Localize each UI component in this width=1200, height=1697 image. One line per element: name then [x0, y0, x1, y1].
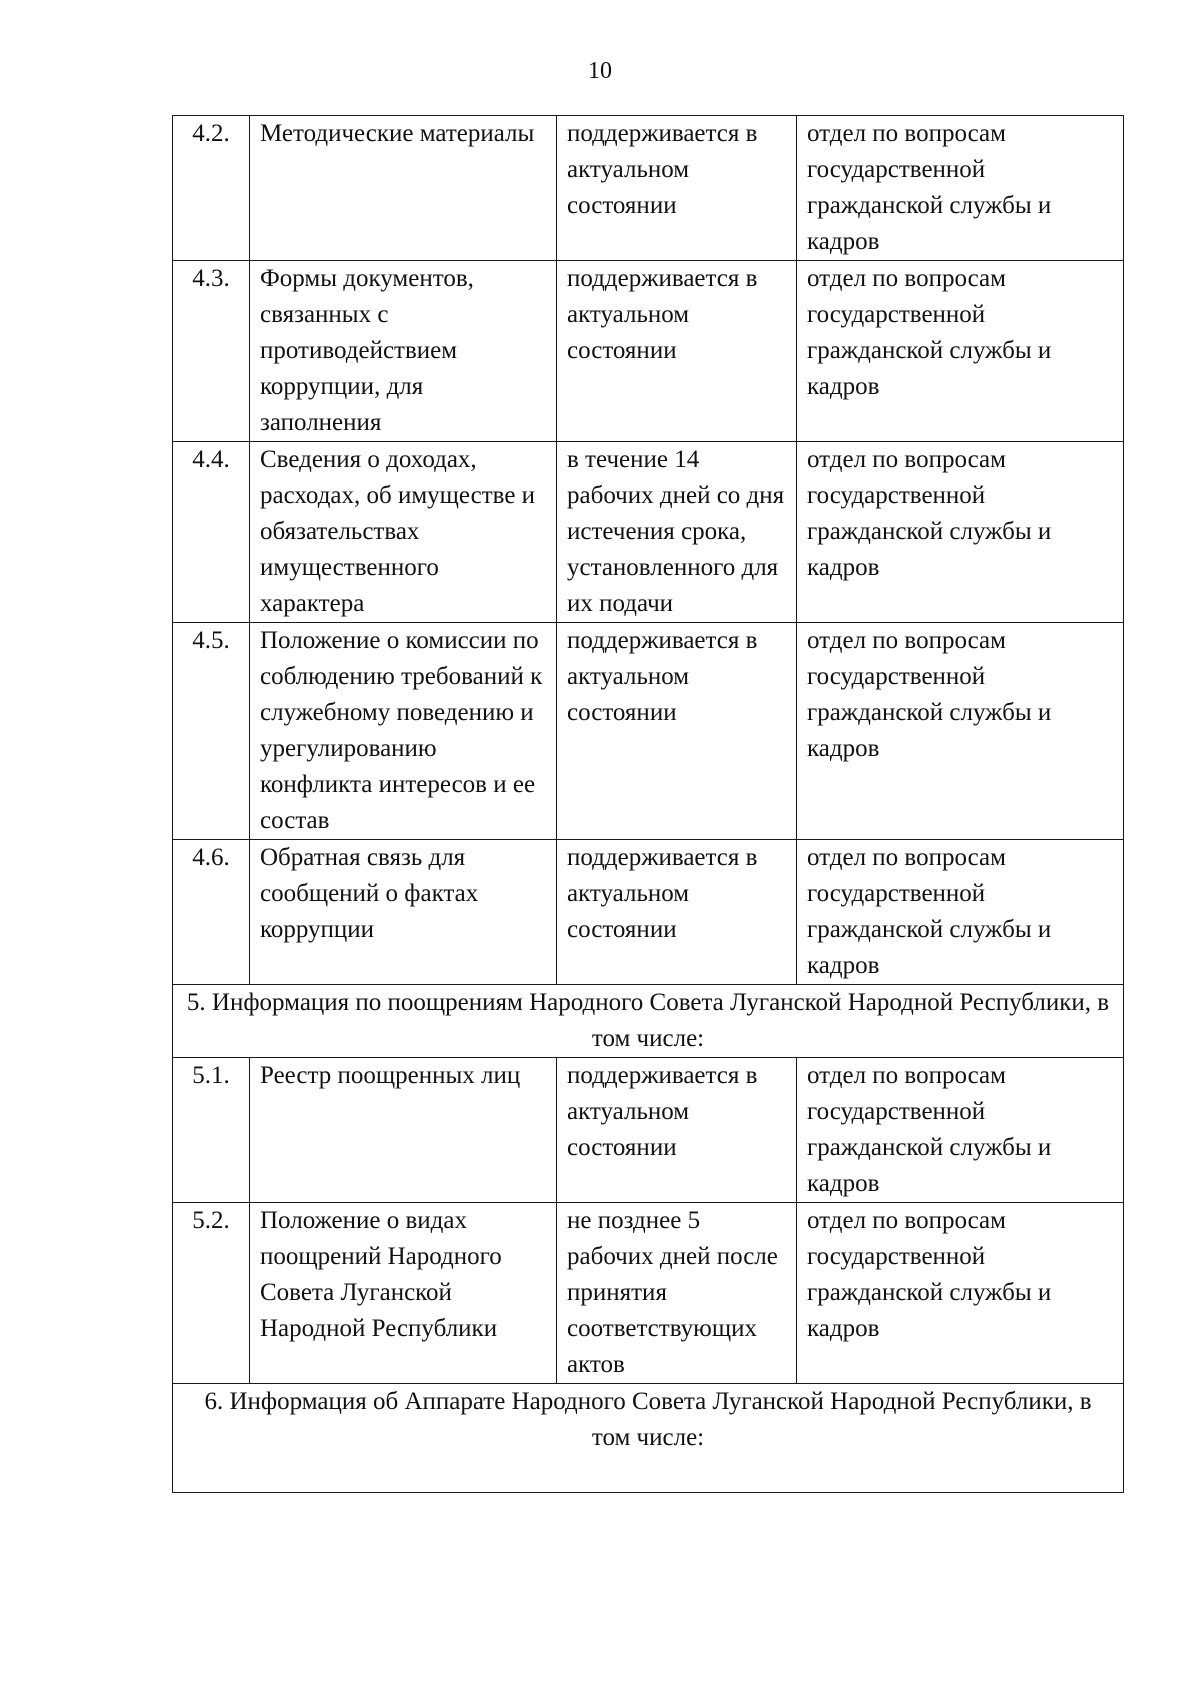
- row-number: 4.3.: [173, 261, 250, 442]
- row-period: поддерживается в актуальном состоянии: [557, 1058, 797, 1203]
- row-responsible: отдел по вопросам государственной гражданской службы и кадров: [797, 1203, 1124, 1384]
- row-name: Обратная связь для сообщений о фактах коррупции: [250, 840, 557, 985]
- row-name: Положение о комиссии по соблюдению требований к служебному поведению и урегулированию конфликта интересов и ее состав: [250, 623, 557, 840]
- row-name: Методические материалы: [250, 116, 557, 261]
- row-responsible: отдел по вопросам государственной гражданской службы и кадров: [797, 116, 1124, 261]
- row-period: в течение 14 рабочих дней со дня истечения срока, установленного для их подачи: [557, 442, 797, 623]
- row-number: 4.5.: [173, 623, 250, 840]
- table-row: [173, 1203, 1124, 1384]
- information-table: [172, 115, 1124, 1493]
- row-number: 4.6.: [173, 840, 250, 985]
- row-name: Положение о видах поощрений Народного Совета Луганской Народной Республики: [250, 1203, 557, 1384]
- row-responsible: отдел по вопросам государственной гражданской службы и кадров: [797, 1058, 1124, 1203]
- row-responsible: отдел по вопросам государственной гражданской службы и кадров: [797, 261, 1124, 442]
- table-row: [173, 116, 1124, 261]
- row-period: не позднее 5 рабочих дней после принятия соответствующих актов: [557, 1203, 797, 1384]
- section-header-row: [173, 985, 1124, 1058]
- page-number: 10: [588, 58, 612, 84]
- row-number: 5.1.: [173, 1058, 250, 1203]
- table-row: [173, 623, 1124, 840]
- section-title: 5. Информация по поощрениям Народного Совета Луганской Народной Республики, в том числе:: [173, 985, 1124, 1058]
- table-row: [173, 442, 1124, 623]
- row-responsible: отдел по вопросам государственной гражданской службы и кадров: [797, 840, 1124, 985]
- row-number: 4.2.: [173, 116, 250, 261]
- table-row: [173, 840, 1124, 985]
- table-row: [173, 261, 1124, 442]
- row-number: 4.4.: [173, 442, 250, 623]
- row-name: Формы документов, связанных с противодействием коррупции, для заполнения: [250, 261, 557, 442]
- row-name: Реестр поощренных лиц: [250, 1058, 557, 1203]
- row-name: Сведения о доходах, расходах, об имуществе и обязательствах имущественного характера: [250, 442, 557, 623]
- table-row: [173, 1058, 1124, 1203]
- row-period: поддерживается в актуальном состоянии: [557, 261, 797, 442]
- row-period: поддерживается в актуальном состоянии: [557, 116, 797, 261]
- row-responsible: отдел по вопросам государственной гражданской службы и кадров: [797, 623, 1124, 840]
- section-header-row: [173, 1384, 1124, 1493]
- section-title: 6. Информация об Аппарате Народного Совета Луганской Народной Республики, в том числе:: [173, 1384, 1124, 1493]
- row-number: 5.2.: [173, 1203, 250, 1384]
- row-period: поддерживается в актуальном состоянии: [557, 840, 797, 985]
- row-period: поддерживается в актуальном состоянии: [557, 623, 797, 840]
- row-responsible: отдел по вопросам государственной гражданской службы и кадров: [797, 442, 1124, 623]
